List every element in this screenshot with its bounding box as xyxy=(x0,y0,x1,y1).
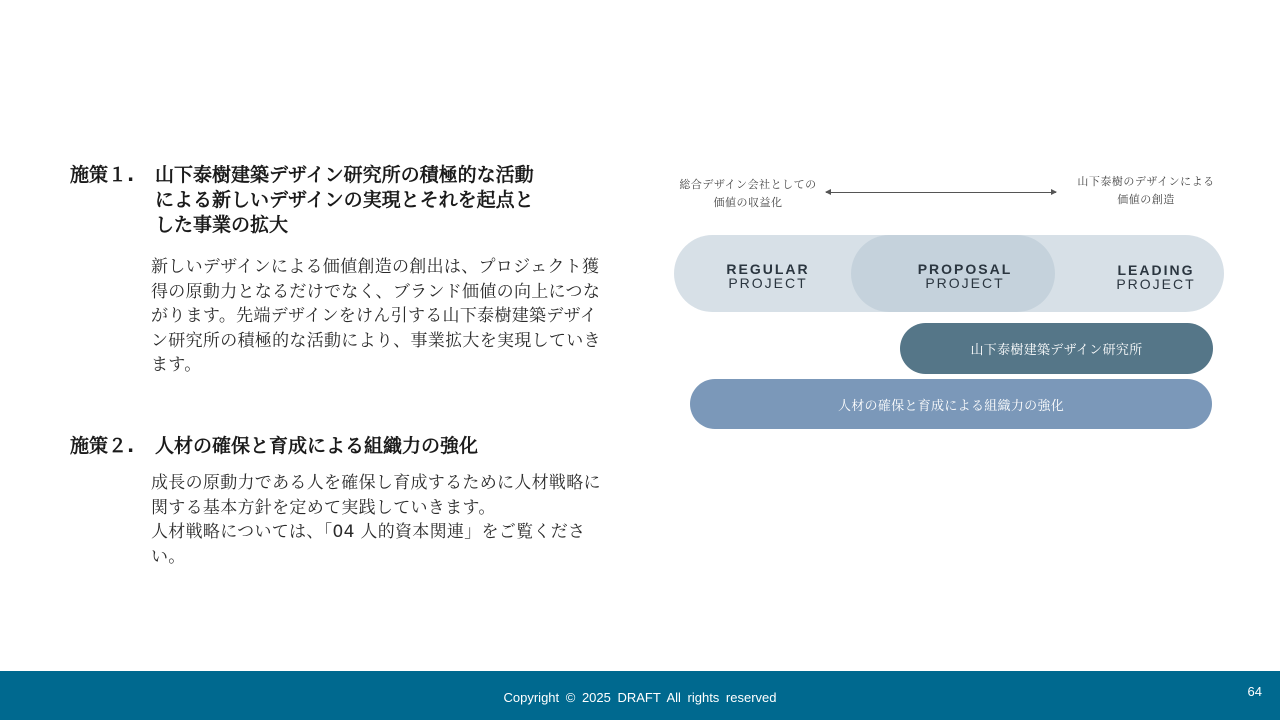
measure2-body-paragraph2: 人材戦略については、「04 人的資本関連」をご覧ください。 xyxy=(151,522,586,567)
measure2-title: 人材の確保と育成による組織力の強化 xyxy=(155,435,479,457)
value-creation-label-line1: 山下泰樹のデザインによる xyxy=(1077,175,1215,188)
measure1-body: 新しいデザインによる価値創造の創出は、プロジェクト獲得の原動力となるだけでなく、ブランド価値の向上につながります。先端デザインをけん引する山下泰樹建築デザイン研究所の積極的な活動により、事業拡大を実現していきます。 xyxy=(151,257,601,375)
proposal-project-label xyxy=(895,262,1035,290)
measure1-heading xyxy=(70,163,550,238)
monetization-label xyxy=(668,176,828,212)
regular-project-label xyxy=(698,262,838,290)
measure2-body xyxy=(151,471,603,569)
proposal-project-sub: PROJECT xyxy=(925,275,1005,291)
design-lab-bar: 山下泰樹建築デザイン研究所 xyxy=(900,323,1213,374)
copyright-text: Copyright © 2025 DRAFT All rights reserved xyxy=(503,690,777,705)
page-number: 64 xyxy=(1247,684,1262,699)
value-creation-label-line2: 価値の創造 xyxy=(1117,193,1175,206)
leading-project-label xyxy=(1086,263,1226,291)
measure1-number: 施策１. xyxy=(70,164,135,186)
measure1-title: 山下泰樹建築デザイン研究所の積極的な活動による新しいデザインの実現とそれを起点とした事業の拡大 xyxy=(155,164,534,236)
monetization-label-line2: 価値の収益化 xyxy=(713,196,783,209)
measure2-heading xyxy=(70,434,550,459)
measure2-number: 施策２. xyxy=(70,435,135,457)
talent-development-bar: 人材の確保と育成による組織力の強化 xyxy=(690,379,1212,429)
leading-project-sub: PROJECT xyxy=(1116,276,1196,292)
proposal-project-name: PROPOSAL xyxy=(917,261,1013,277)
leading-project-name: LEADING xyxy=(1117,262,1195,278)
double-arrow-icon xyxy=(826,192,1056,193)
footer-bar xyxy=(0,671,1280,720)
regular-project-sub: PROJECT xyxy=(728,275,808,291)
value-creation-label xyxy=(1064,173,1228,209)
monetization-label-line1: 総合デザイン会社としての xyxy=(679,178,817,191)
regular-project-name: REGULAR xyxy=(726,261,810,277)
measure2-body-paragraph1: 成長の原動力である人を確保し育成するために人材戦略に関する基本方針を定めて実践していきます。 xyxy=(151,473,601,518)
